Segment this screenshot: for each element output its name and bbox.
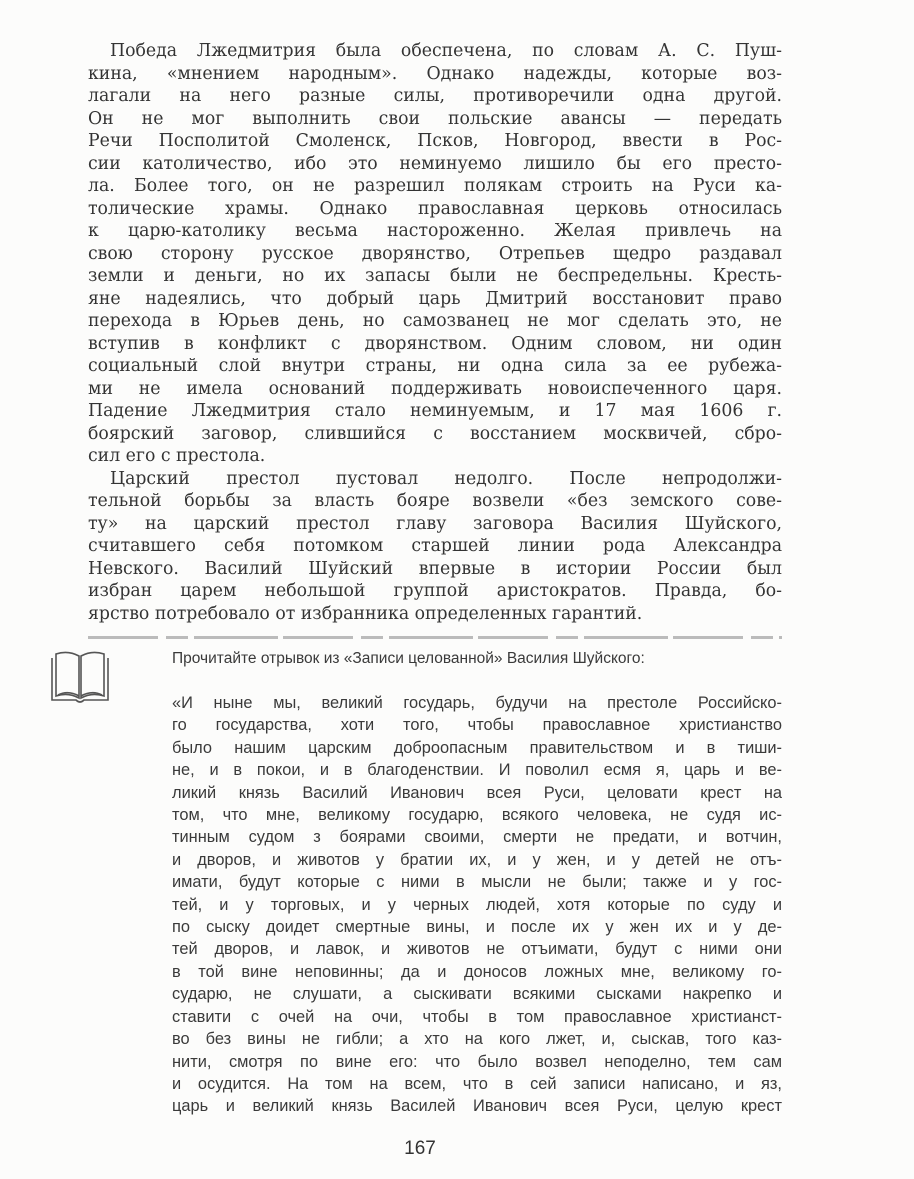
quote-line: том, что мне, великому государю, всякого человека, не судя ис- xyxy=(172,806,782,825)
text-line: боярский заговор, слившийся с восстанием москвичей, сбро- xyxy=(88,423,782,444)
quote-line: ликий князь Василий Иванович всея Руси, целовати крест на xyxy=(172,783,782,802)
text-line: перехода в Юрьев день, но самозванец не мог сделать это, не xyxy=(88,311,782,331)
quote-line: «И ныне мы, великий государь, будучи на престоле Российско- xyxy=(172,694,782,712)
quote-line: и осудится. На том на всем, что в сей записи написано, и яз, xyxy=(172,1074,782,1093)
text-line: кина, «мнением народным». Однако надежды, которые воз- xyxy=(88,63,782,84)
quote-line: тей, и у торговых, и у черных людей, хотя которые по суду и xyxy=(172,895,782,914)
quote-line: было нашим царским доброопасным правительством и в тиши- xyxy=(172,738,782,757)
quote-line: в той вине неповинны; да и доносов ложных мне, великому го- xyxy=(172,962,782,981)
text-line: Невского. Василий Шуйский впервые в истории России был xyxy=(88,558,782,579)
text-line: лагали на него разные силы, противоречили одна другой. xyxy=(88,86,782,106)
text-line: Падение Лжедмитрия стало неминуемым, и 17 мая 1606 г. xyxy=(88,401,782,421)
text-line: ми не имела оснований поддерживать новоиспеченного царя. xyxy=(88,378,782,399)
quote-line: и дворов, и животов у братии их, и у жен, и у детей не отъ- xyxy=(172,850,782,869)
text-line: толические храмы. Однако православная церковь относилась xyxy=(88,198,782,219)
quote-line: тинным судом з боярами своими, смерти не предати, и вотчин, xyxy=(172,828,782,847)
quote-line: го государства, хоти того, чтобы православное христианство xyxy=(172,716,782,735)
text-line: свою сторону русское дворянство, Отрепьев щедро раздавал xyxy=(88,243,782,264)
text-line: ту» на царский престол главу заговора Василия Шуйского, xyxy=(88,513,782,534)
text-line: сии католичество, ибо это неминуемо лишило бы его престо- xyxy=(88,153,782,174)
text-line: Речи Посполитой Смоленск, Псков, Новгород, ввести в Рос- xyxy=(88,131,782,151)
text-line: вступив в конфликт с дворянством. Одним словом, ни один xyxy=(88,333,782,354)
quote-line: нити, смотря по вине его: что было возвел неподелно, тем сам xyxy=(172,1052,782,1071)
open-book-icon xyxy=(48,648,112,706)
quote-line: имати, будут которые с ними в мысли не были; также и у гос- xyxy=(172,873,782,892)
main-text xyxy=(88,40,782,625)
quote-line: по сыску доидет смертные вины, и после их у жен их и у де- xyxy=(172,918,782,937)
source-heading: Прочитайте отрывок из «Записи целованной» Василия Шуйского: xyxy=(172,650,645,667)
quote-line: сударю, не слушати, а сыскивати всякими сысками накрепко и xyxy=(172,985,782,1004)
source-quote xyxy=(172,692,782,1118)
text-line: считавшего себя потомком старшей линии рода Александра xyxy=(88,536,782,556)
quote-line: ставити с очей на очи, чтобы в том православное христианст- xyxy=(172,1007,782,1026)
text-line: яне надеялись, что добрый царь Дмитрий восстановит право xyxy=(88,288,782,309)
text-line: тельной борьбы за власть бояре возвели «без земского сове- xyxy=(88,491,782,511)
text-line: Победа Лжедмитрия была обеспечена, по словам А. С. Пуш- xyxy=(110,41,782,61)
text-line: социальный слой внутри страны, ни одна сила за ее рубежа- xyxy=(88,356,782,376)
section-divider xyxy=(88,636,782,639)
quote-line: не, и в покои, и в благоденствии. И поволил есмя я, царь и ве- xyxy=(172,761,782,780)
text-line: Царский престол пустовал недолго. После непродолжи- xyxy=(110,468,782,489)
text-line: сил его с престола. xyxy=(88,446,266,466)
quote-line: царь и великий князь Василей Иванович всея Руси, целую крест xyxy=(172,1097,782,1116)
text-line: ла. Более того, он не разрешил полякам строить на Руси ка- xyxy=(88,176,782,196)
quote-line: во без вины не гибли; а хто на кого лжет, и, сыскав, того каз- xyxy=(172,1030,782,1049)
page-number: 167 xyxy=(404,1138,436,1159)
text-line: ярство потребовало от избранника определенных гарантий. xyxy=(88,603,643,624)
text-line: избран царем небольшой группой аристократов. Правда, бо- xyxy=(88,581,782,601)
text-line: Он не мог выполнить свои польские авансы — передать xyxy=(88,108,782,129)
quote-line: тей дворов, и лавок, и животов не отъимати, будут с ними они xyxy=(172,940,782,959)
text-line: к царю-католику весьма настороженно. Желая привлечь на xyxy=(88,221,782,241)
text-line: земли и деньги, но их запасы были не беспредельны. Кресть- xyxy=(88,266,782,286)
